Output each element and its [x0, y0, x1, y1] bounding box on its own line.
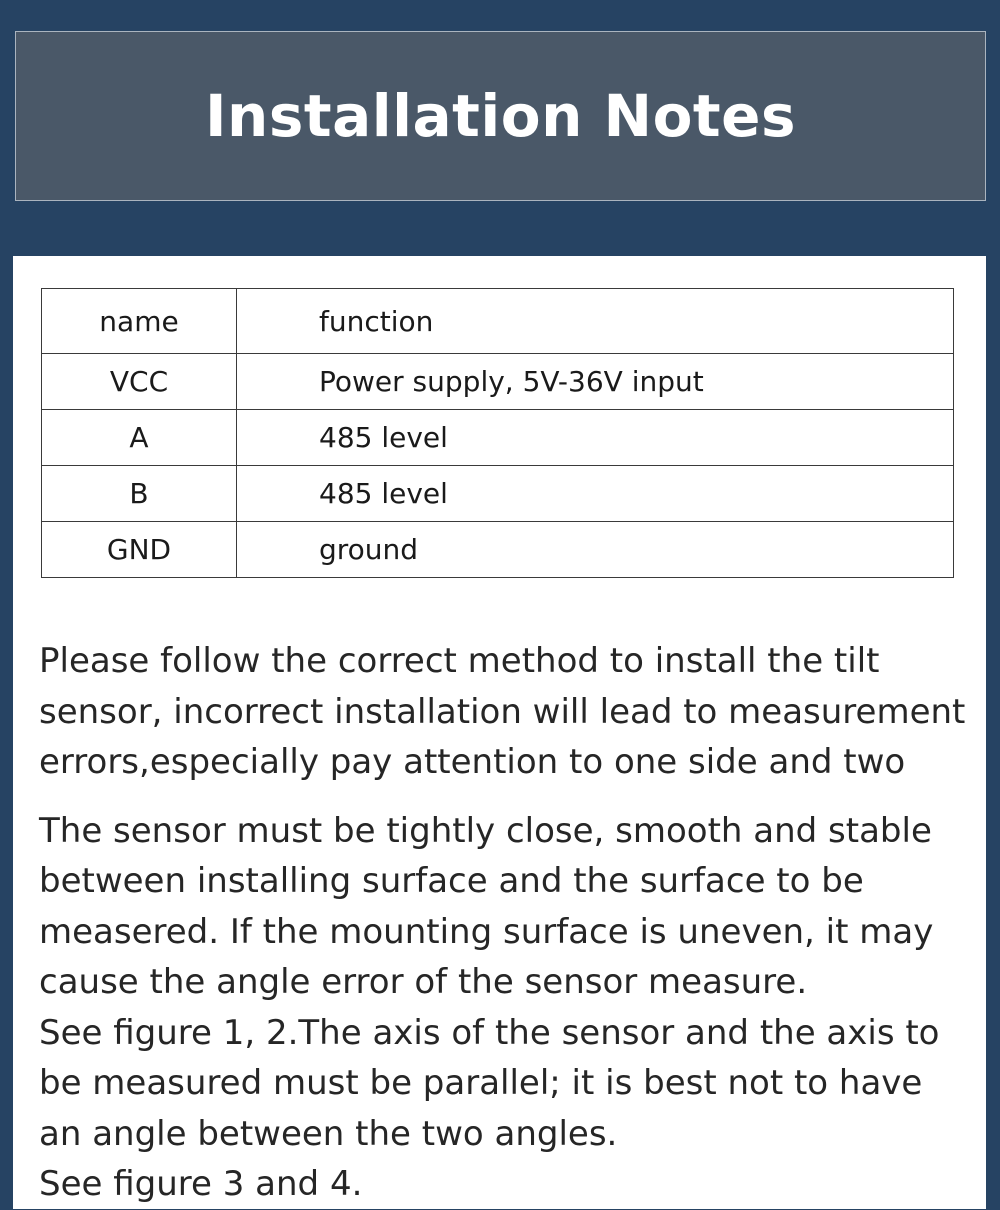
notes-line: measered. If the mounting surface is uneven, it may — [39, 911, 934, 952]
notes-line: between installing surface and the surface to be — [39, 861, 864, 901]
notes-line: sensor, incorrect installation will lead to measurement — [39, 691, 966, 732]
pin-function: Power supply, 5V-36V input — [237, 354, 954, 410]
header-function: function — [237, 289, 954, 354]
pin-name: VCC — [42, 354, 237, 410]
notes-line: errors,especially pay attention to one side and two — [39, 742, 906, 782]
title-banner — [15, 31, 986, 201]
table-header-row — [42, 289, 954, 354]
notes-line: The sensor must be tightly close, smooth and stable — [39, 810, 932, 851]
notes-line: cause the angle error of the sensor measure. — [39, 962, 808, 1002]
pin-name: A — [42, 410, 237, 466]
notes-paragraph-2 — [39, 806, 984, 1210]
pin-table — [41, 288, 954, 578]
notes-line: be measured must be parallel; it is best not to have — [39, 1063, 923, 1103]
pin-function: 485 level — [237, 410, 954, 466]
notes-line: See figure 1, 2.The axis of the sensor and the axis to — [39, 1012, 940, 1053]
header-name: name — [42, 289, 237, 354]
table-row — [42, 466, 954, 522]
pin-name: B — [42, 466, 237, 522]
notes-line: an angle between the two angles. — [39, 1113, 618, 1154]
notes-line: See figure 3 and 4. — [39, 1164, 363, 1204]
pin-function: 485 level — [237, 466, 954, 522]
table-row — [42, 410, 954, 466]
page-title: Installation Notes — [204, 82, 797, 150]
content-panel — [13, 256, 986, 1209]
pin-name: GND — [42, 522, 237, 578]
installation-notes — [39, 636, 984, 1210]
table-row — [42, 354, 954, 410]
pin-function: ground — [237, 522, 954, 578]
notes-paragraph-1 — [39, 636, 984, 788]
notes-line: Please follow the correct method to install the tilt — [39, 641, 880, 681]
table-row — [42, 522, 954, 578]
